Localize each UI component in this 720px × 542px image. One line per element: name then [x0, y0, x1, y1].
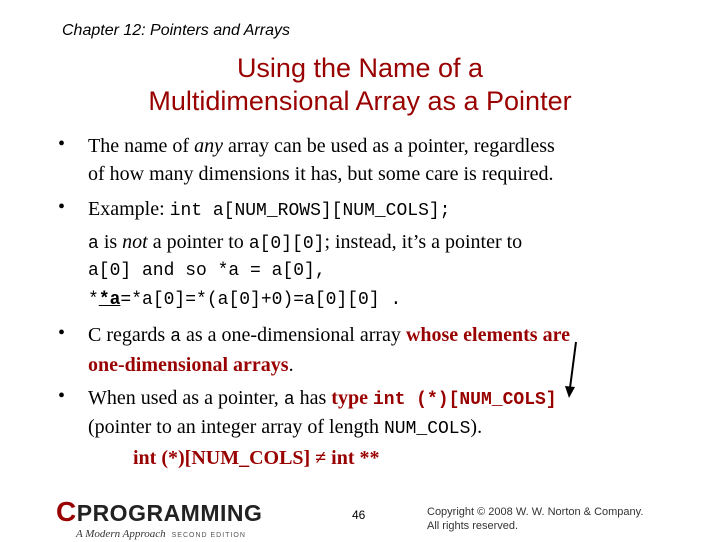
bullet-2-line-3: a[0] and so *a = a[0], — [88, 261, 326, 281]
highlight: one-dimensional arrays — [88, 354, 289, 376]
bullet-2-line-2 — [88, 229, 522, 257]
bullet-marker: • — [58, 133, 66, 155]
bullet-2-line-4 — [88, 287, 401, 313]
bullet-4-line-1 — [88, 385, 557, 413]
title-line-1: Using the Name of a — [236, 53, 484, 83]
code: NUM_COLS — [384, 419, 471, 439]
logo-c: C — [56, 496, 77, 527]
bullet-1-line-1 — [88, 133, 555, 159]
text: (pointer to an integer array of length — [88, 416, 384, 438]
text: ). — [470, 416, 483, 438]
bullet-4-line-3: int (*)[NUM_COLS] ≠ int ** — [133, 447, 380, 469]
bullet-marker: • — [58, 196, 66, 218]
logo-subtitle: A Modern Approach — [76, 528, 166, 540]
text: as a one-dimensional array — [181, 324, 406, 346]
copyright-line-2: All rights reserved. — [427, 520, 519, 532]
page-number: 46 — [352, 508, 366, 522]
highlight: whose elements are — [405, 324, 570, 346]
bullet-3-line-1 — [88, 322, 570, 350]
code: a — [88, 234, 99, 254]
text: ; instead, it’s a pointer to — [324, 231, 523, 253]
slide-title — [0, 52, 720, 118]
code: * — [88, 290, 99, 310]
emphasis: not — [122, 231, 148, 253]
title-line-2: Multidimensional Array as a Pointer — [148, 86, 572, 116]
text: . — [288, 354, 294, 376]
highlight-code: int (*)[NUM_COLS] — [372, 390, 557, 410]
bullet-2-line-1 — [88, 196, 451, 224]
bullet-4-line-2 — [88, 414, 482, 442]
text: is — [98, 231, 123, 253]
text: When used as a pointer, — [88, 387, 284, 409]
book-logo — [56, 496, 262, 542]
underlined-code: *a — [98, 290, 121, 310]
text: The name of — [88, 135, 195, 157]
copyright-line-1: Copyright © 2008 W. W. Norton & Company. — [427, 506, 644, 518]
code: a[0][0] — [248, 234, 325, 254]
highlight: type — [331, 387, 373, 409]
text: C regards — [88, 324, 171, 346]
text: array can be used as a pointer, regardless — [222, 135, 555, 157]
copyright — [427, 505, 643, 533]
emphasis: any — [194, 135, 223, 157]
text: has — [294, 387, 332, 409]
bullet-marker: • — [58, 322, 66, 344]
chapter-header: Chapter 12: Pointers and Arrays — [62, 22, 290, 39]
logo-edition: SECOND EDITION — [171, 532, 246, 539]
code: =*a[0]=*(a[0]+0)=a[0][0] . — [120, 290, 402, 310]
code: a — [283, 390, 295, 410]
bullet-marker: • — [58, 385, 66, 407]
text: Example: — [88, 198, 170, 220]
code: a — [170, 327, 182, 347]
bullet-1-line-2: of how many dimensions it has, but some care is required. — [88, 163, 554, 185]
bullet-3-line-2 — [88, 352, 294, 378]
code: int a[NUM_ROWS][NUM_COLS]; — [169, 201, 451, 221]
arrow-icon — [562, 338, 582, 400]
text: a pointer to — [147, 231, 249, 253]
logo-title: PROGRAMMING — [76, 500, 263, 526]
